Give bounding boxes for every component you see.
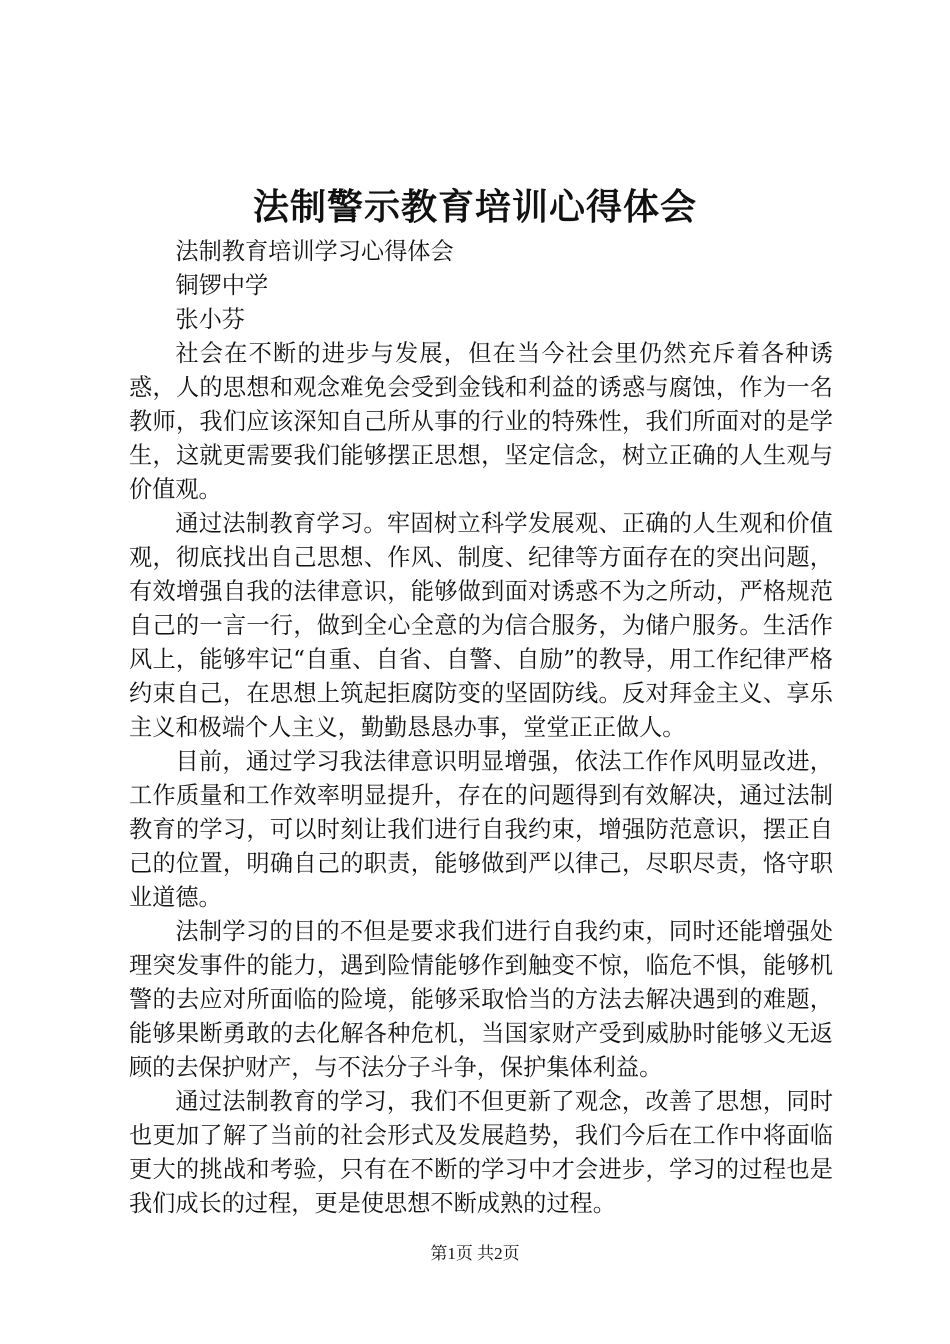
body-paragraph-4: 法制学习的目的不但是要求我们进行自我约束，同时还能增强处理突发事件的能力，遇到险情能够作到触变不惊，临危不惧，能够机警的去应对所面临的险境，能够采取恰当的方法去解决遇到的难题，能够果断勇敢的去化解各种危机，当国家财产受到威胁时能够义无返顾的去保护财产，与不法分子斗争，保护集体利益。 xyxy=(129,918,833,1081)
document-body xyxy=(129,235,833,1221)
subtitle-line: 法制教育培训学习心得体会 xyxy=(175,238,454,265)
school-line: 铜锣中学 xyxy=(175,272,269,299)
body-paragraph-5: 通过法制教育的学习，我们不但更新了观念，改善了思想，同时也更加了解了当前的社会形式及发展趋势，我们今后在工作中将面临更大的挑战和考验，只有在不断的学习中才会进步，学习的过程也是我们成长的过程，更是使思想不断成熟的过程。 xyxy=(129,1088,833,1217)
body-paragraph-1: 社会在不断的进步与发展，但在当今社会里仍然充斥着各种诱惑，人的思想和观念难免会受到金钱和利益的诱惑与腐蚀，作为一名教师，我们应该深知自己所从事的行业的特殊性，我们所面对的是学生，这就更需要我们能够摆正思想，坚定信念，树立正确的人生观与价值观。 xyxy=(129,340,833,503)
body-paragraph-3: 目前，通过学习我法律意识明显增强，依法工作作风明显改进，工作质量和工作效率明显提升，存在的问题得到有效解决，通过法制教育的学习，可以时刻让我们进行自我约束，增强防范意识，摆正自己的位置，明确自己的职责，能够做到严以律己，尽职尽责，恪守职业道德。 xyxy=(129,748,833,911)
author-line: 张小芬 xyxy=(175,306,245,333)
page-footer: 第1页 共2页 xyxy=(430,1244,520,1263)
document-title: 法制警示教育培训心得体会 xyxy=(252,186,697,228)
body-paragraph-2: 通过法制教育学习。牢固树立科学发展观、正确的人生观和价值观，彻底找出自己思想、作风、制度、纪律等方面存在的突出问题，有效增强自我的法律意识，能够做到面对诱惑不为之所动，严格规范自己的一言一行，做到全心全意的为信合服务，为储户服务。生活作风上，能够牢记“自重、自省、自警、自励”的教导，用工作纪律严格约束自己，在思想上筑起拒腐防变的坚固防线。反对拜金主义、享乐主义和极端个人主义，勤勤恳恳办事，堂堂正正做人。 xyxy=(129,510,833,741)
